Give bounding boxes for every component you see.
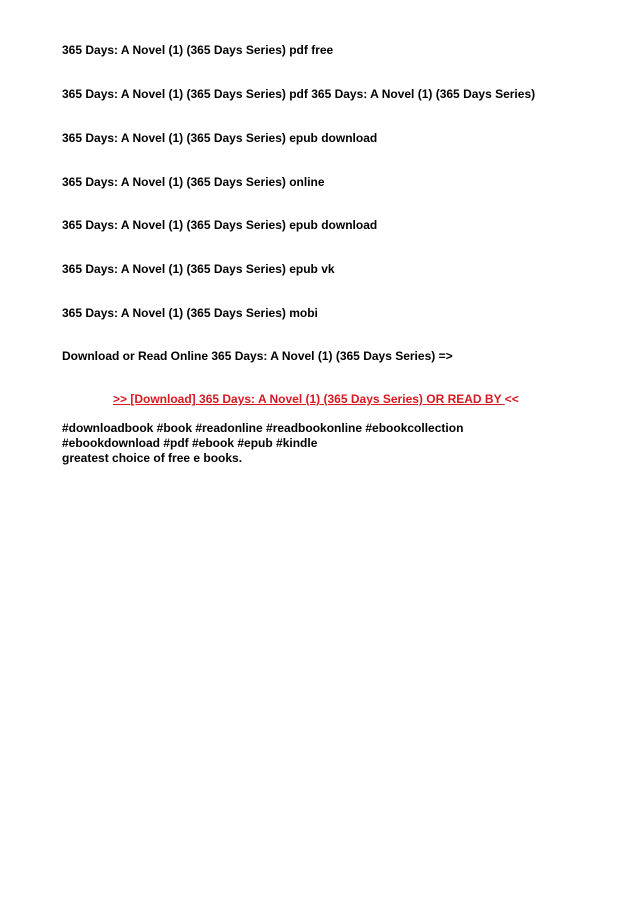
download-link-text: [Download] 365 Days: A Novel (1) (365 Days Series) OR READ BY xyxy=(130,392,505,406)
text-line-epub-download: 365 Days: A Novel (1) (365 Days Series) epub download xyxy=(62,131,378,145)
text-line-epub-vk: 365 Days: A Novel (1) (365 Days Series) epub vk xyxy=(62,262,335,276)
hashtag-line-2: #ebookdownload #pdf #ebook #epub #kindle xyxy=(62,436,318,450)
text-line-pdf: 365 Days: A Novel (1) (365 Days Series) pdf 365 Days: A Novel (1) (365 Days Series) xyxy=(62,87,536,101)
text-line-download-or-read: Download or Read Online 365 Days: A Novel (1) (365 Days Series) => xyxy=(62,349,453,363)
text-line-pdf-free: 365 Days: A Novel (1) (365 Days Series) pdf free xyxy=(62,43,334,57)
download-link-prefix: >> xyxy=(113,392,131,406)
tagline: greatest choice of free e books. xyxy=(62,451,243,465)
download-link-suffix: << xyxy=(504,392,519,406)
text-line-online: 365 Days: A Novel (1) (365 Days Series) online xyxy=(62,175,325,189)
hashtag-line-1: #downloadbook #book #readonline #readbookonline #ebookcollection xyxy=(62,421,464,435)
download-link-row xyxy=(113,392,519,406)
text-line-mobi: 365 Days: A Novel (1) (365 Days Series) mobi xyxy=(62,306,318,320)
download-link[interactable] xyxy=(113,392,505,406)
hashtag-block xyxy=(62,421,463,466)
text-line-epub-download-2: 365 Days: A Novel (1) (365 Days Series) epub download xyxy=(62,218,378,232)
